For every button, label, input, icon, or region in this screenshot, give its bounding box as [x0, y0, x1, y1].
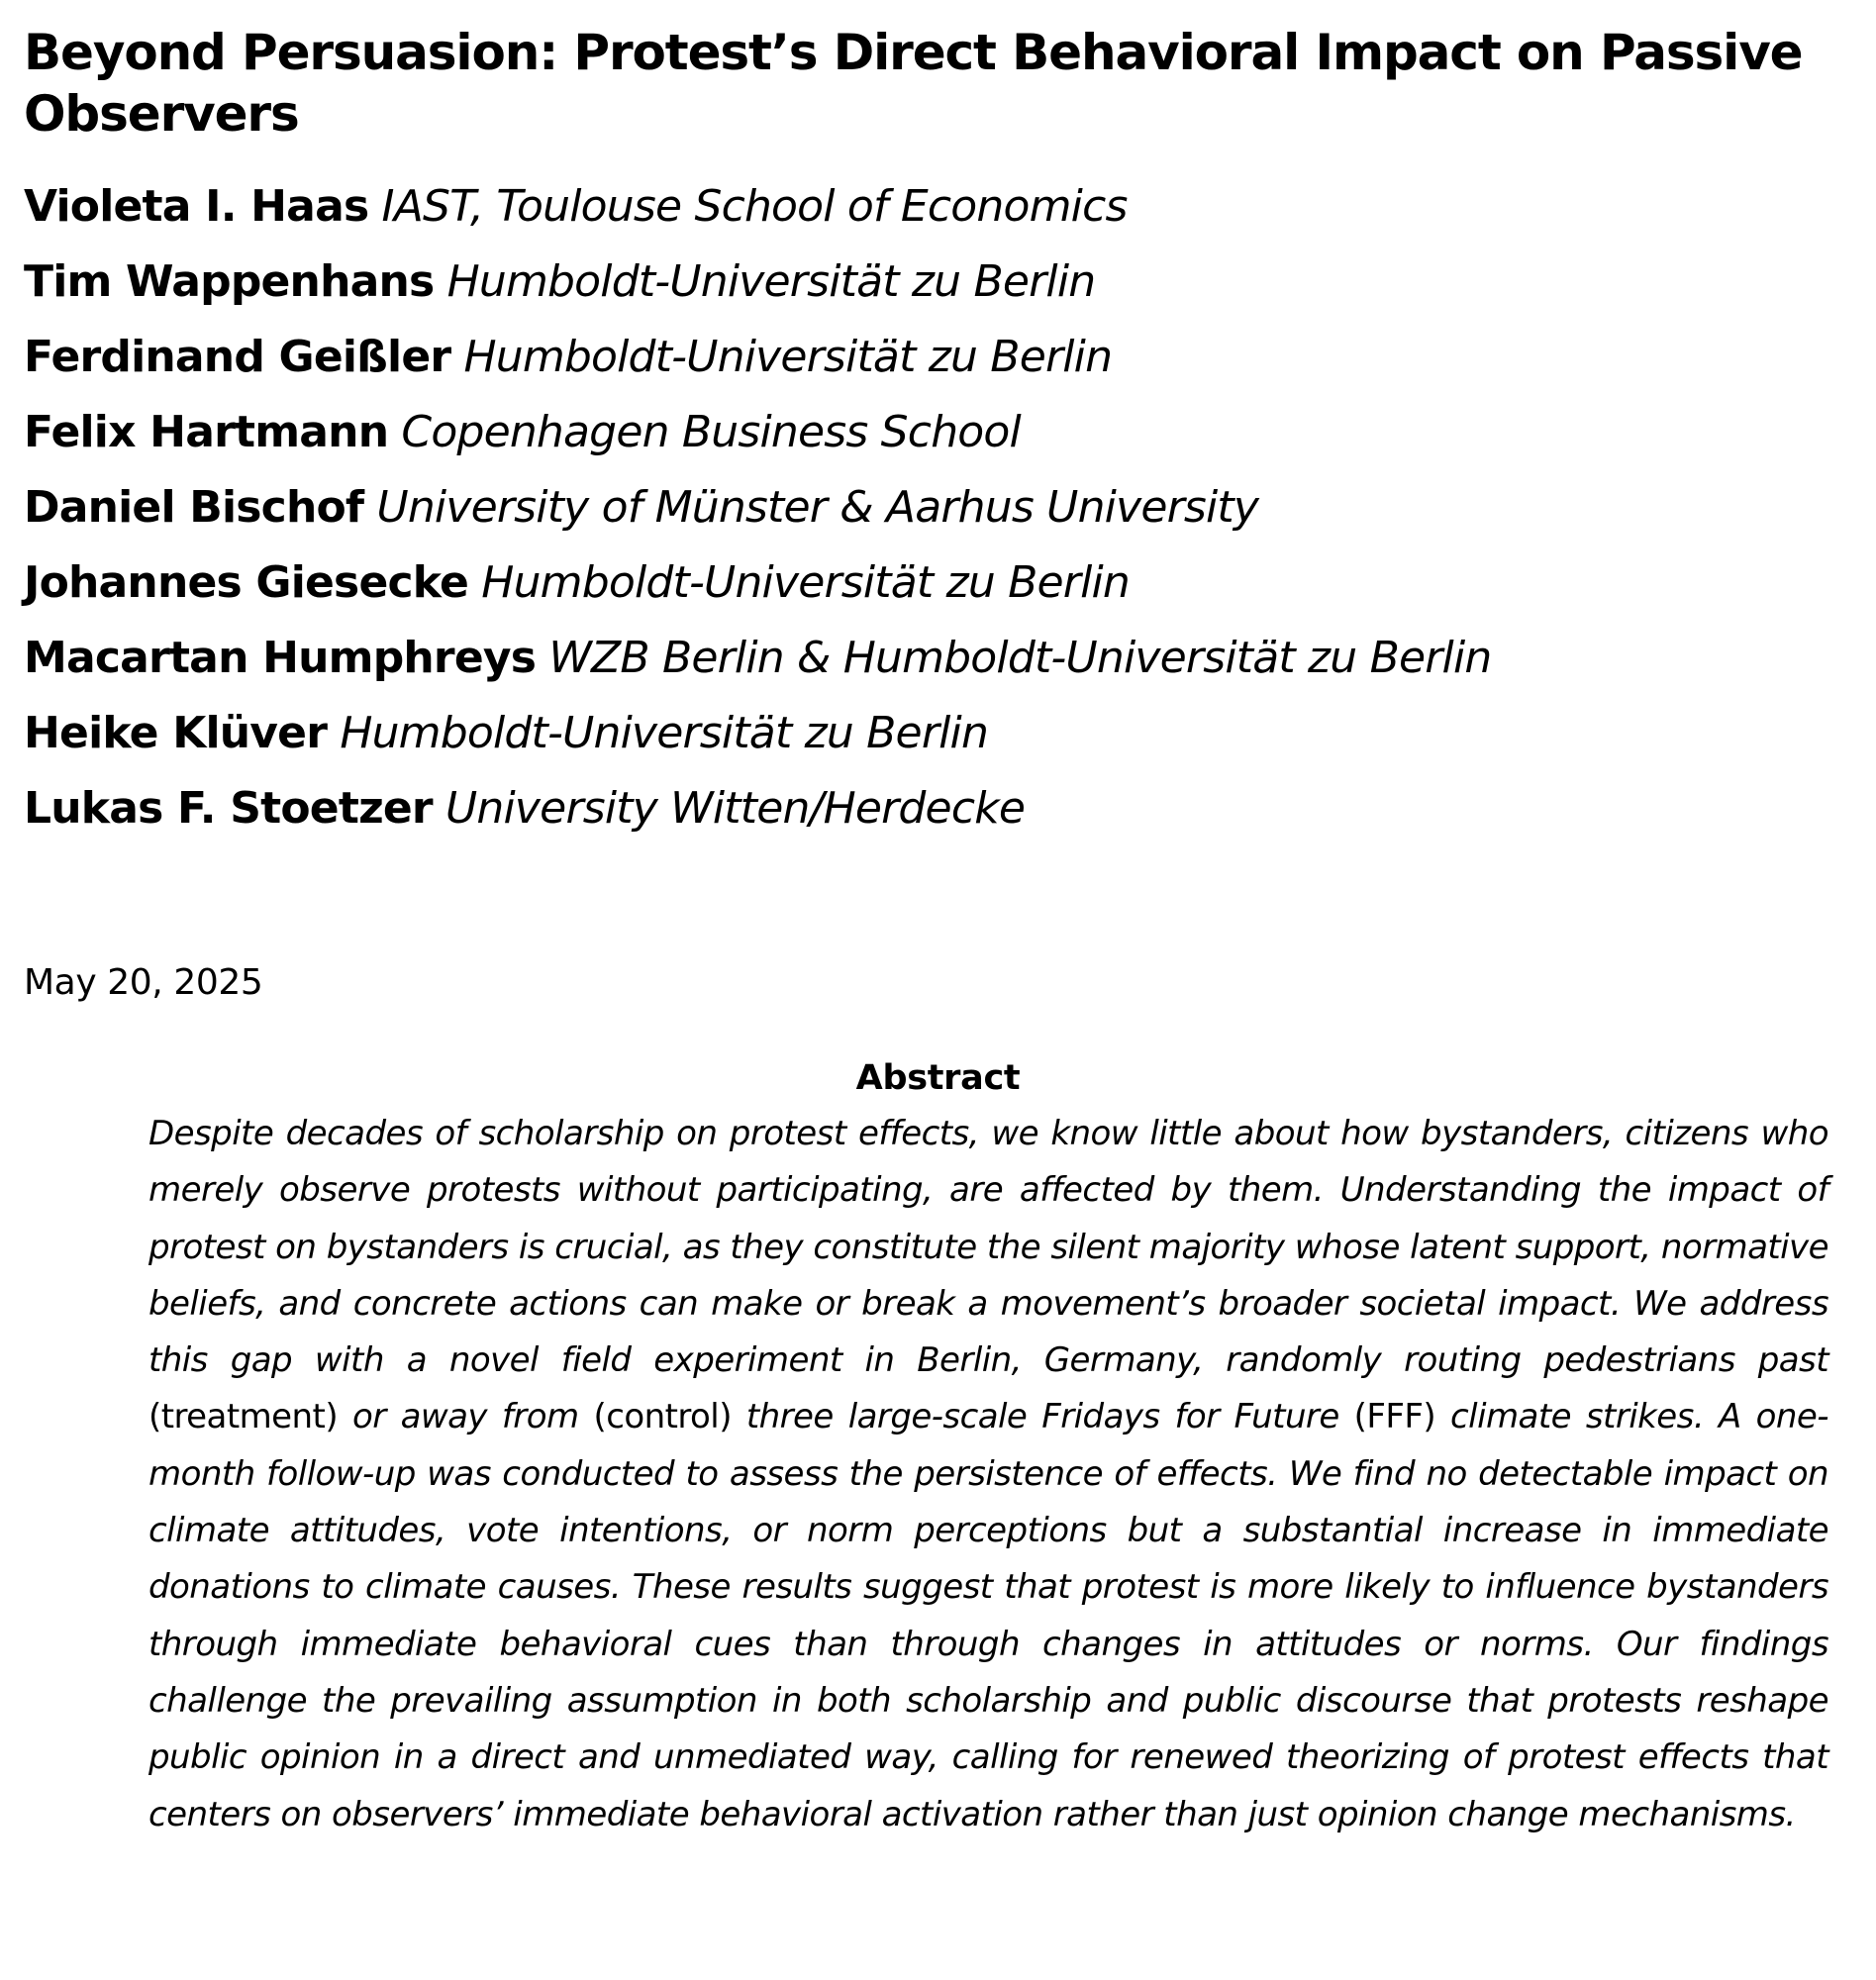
abstract-text: or away from — [351, 1397, 579, 1437]
author-name: Tim Wappenhans — [24, 256, 435, 307]
author-name: Macartan Humphreys — [24, 633, 537, 683]
author-name: Ferdinand Geißler — [24, 332, 451, 382]
author-name: Johannes Giesecke — [24, 557, 469, 608]
author-affiliation: Humboldt-Universität zu Berlin — [446, 256, 1096, 307]
author-entry — [24, 621, 1852, 696]
abstract-section — [24, 1056, 1852, 1843]
abstract-control-label: (control) — [593, 1397, 732, 1437]
publication-date: May 20, 2025 — [24, 962, 263, 1003]
paper-title: Beyond Persuasion: Protest’s Direct Behavioral Impact on Passive Observers — [24, 24, 1803, 143]
author-affiliation: Humboldt-Universität zu Berlin — [481, 557, 1131, 608]
abstract-heading: Abstract — [855, 1058, 1021, 1098]
author-name: Daniel Bischof — [24, 482, 364, 533]
author-entry — [24, 470, 1852, 545]
abstract-fff-label: (FFF) — [1353, 1397, 1436, 1437]
author-affiliation: University of Münster & Aarhus University — [376, 482, 1259, 533]
author-affiliation: WZB Berlin & Humboldt-Universität zu Berlin — [548, 633, 1492, 683]
author-affiliation: IAST, Toulouse School of Economics — [381, 181, 1128, 232]
abstract-text: Despite decades of scholarship on protest effects, we know little about how bystanders, citizens who merely observe protests without participating, are affected by them. Understanding the impact of protest on bystanders is crucial, as they constitute the silent majority whose latent support, normative beliefs, and concrete actions can make or break a movement’s broader societal impact. We address this gap with a novel field experiment in Berlin, Germany, randomly routing pedestrians past — [148, 1114, 1828, 1381]
author-entry — [24, 771, 1852, 846]
abstract-treatment-label: (treatment) — [148, 1397, 339, 1437]
author-name: Heike Klüver — [24, 708, 328, 758]
abstract-body — [148, 1106, 1828, 1843]
author-entry — [24, 545, 1852, 621]
author-entry — [24, 395, 1852, 470]
author-affiliation: Humboldt-Universität zu Berlin — [340, 708, 989, 758]
author-list — [24, 169, 1852, 846]
author-entry — [24, 169, 1852, 245]
author-name: Violeta I. Haas — [24, 181, 369, 232]
author-affiliation: University Witten/Herdecke — [445, 783, 1026, 834]
author-affiliation: Humboldt-Universität zu Berlin — [463, 332, 1113, 382]
author-entry — [24, 696, 1852, 771]
abstract-text: three large-scale Fridays for Future — [745, 1397, 1339, 1437]
author-name: Lukas F. Stoetzer — [24, 783, 433, 834]
abstract-text: climate strikes. A one-month follow-up was conducted to assess the persistence of effects. We find no detectable impact on climate attitudes, vote intentions, or norm perceptions but a substantial increase in immediate donations to climate causes. These results suggest that protest is more likely to influence bystanders through immediate behavioral cues than through changes in attitudes or norms. Our findings challenge the prevailing assumption in both scholarship and public discourse that protests reshape public opinion in a direct and unmediated way, calling for renewed theorizing of protest effects that centers on observers’ immediate behavioral activation rather than just opinion change mechanisms. — [148, 1397, 1828, 1834]
author-affiliation: Copenhagen Business School — [401, 407, 1021, 457]
author-name: Felix Hartmann — [24, 407, 389, 457]
author-entry — [24, 245, 1852, 320]
author-entry — [24, 320, 1852, 395]
